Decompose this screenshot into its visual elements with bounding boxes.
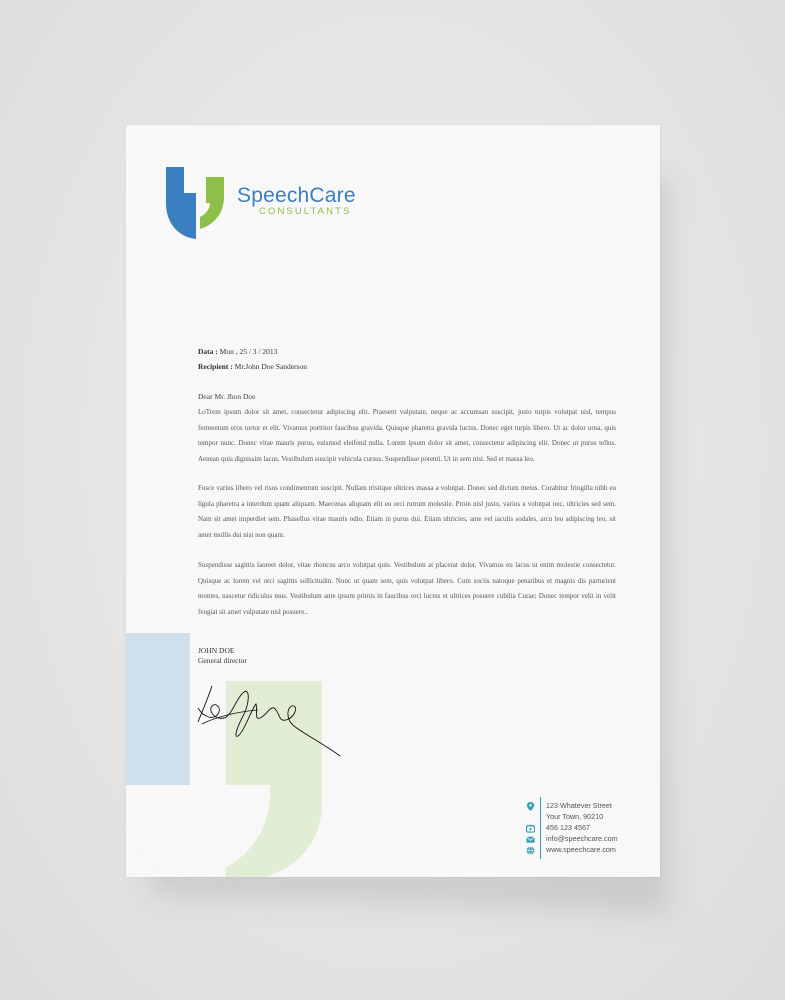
- letterhead-page: [126, 125, 660, 877]
- globe-icon: [526, 846, 535, 855]
- date-line: [198, 347, 277, 356]
- contact-text: Your Town, 90210: [546, 812, 604, 821]
- recipient-label: Recipient :: [198, 362, 233, 371]
- contact-text[interactable]: info@speechcare.com: [546, 834, 618, 843]
- paragraph-1: LoTrem ipsum dolor sit amet, consectetur adipiscing elit. Praesent vulputate, neque ac accumsan suscipit, justo turpis volutpat nisl, tempus fermentum eros tortor et elit. Vivamus porttitor faucibus gravida. Quisque pharetra gravida luctus. Donec eget turpis libero. Ut ac dolor urna, quis tempor nunc. Donec vitae mauris purus, euismod eleifend nulla. Lorem ipsum dolor sit amet, consectetur adipiscing elit. Donec ut purus tellus. Aenean quis dignissim lacus. Vestibulum suscipit vehicula cursus. Suspendisse potenti. Ut in sem nisi. Sed et massa leo.: [198, 408, 616, 463]
- date-value: Mon , 25 / 3 / 2013: [219, 347, 278, 356]
- handwritten-signature-icon: [194, 678, 344, 758]
- paragraph-2: Fusce varius libero vel risus condimentum suscipit. Nullam tristique ultrices massa a volutpat. Donec sed dictum metus. Curabitur fringilla nibh eu ligula pharetra a interdum quam aliquam. Maecenas aliquam elit eu orci rutrum molestie. Proin nisl justo, varius a volutpat nec, ultricies sed sem. Nam sit amet imperdiet sem. Phasellus vitae mauris odio. Etiam in purus dui. Etiam ultricies, ante vel iaculis sodales, arcu leo adipiscing leo, sit amet mollis dui nisi non quam.: [198, 484, 616, 539]
- recipient-value: Mr.John Doe Sanderson: [234, 362, 307, 371]
- contact-text: 123 Whatever Street: [546, 801, 612, 810]
- brand-name: SpeechCare: [237, 184, 356, 207]
- paragraph-3: Suspendisse sagittis laoreet dolor, vitae rhoncus arcu volutpat quis. Vestibulum at placerat dolor. Vivamus eu lacus ut enim molestie consectetur. Quisque ac lorem vel orci sagittis sollicitudin. Nunc ut quam sem, quis volutpat libero. Cum sociis natoque penatibus et magnis dis parturient montes, nascetur ridiculus mus. Vestibulum ante ipsum primis in faucibus orci luctus et ultrices posuere cubilia Curae; Donec tempor velit in velit feugiat sit amet vulputate nisl posuere..: [198, 561, 616, 616]
- signer-name: JOHN DOE: [198, 646, 235, 655]
- greeting: Dear Mr. Jhon Doe: [198, 392, 256, 401]
- location-pin-icon: [526, 802, 535, 811]
- email-icon: [526, 835, 535, 844]
- contact-text[interactable]: 456 123 4567: [546, 823, 590, 832]
- phone-icon: [526, 824, 535, 833]
- recipient-line: [198, 362, 307, 371]
- contact-text[interactable]: www.speechcare.com: [546, 845, 616, 854]
- brand-tagline: CONSULTANTS: [259, 206, 352, 217]
- contact-divider: [540, 797, 541, 859]
- date-label: Data :: [198, 347, 218, 356]
- signer-title: General director: [198, 656, 247, 665]
- speechcare-logo-icon: [166, 167, 228, 239]
